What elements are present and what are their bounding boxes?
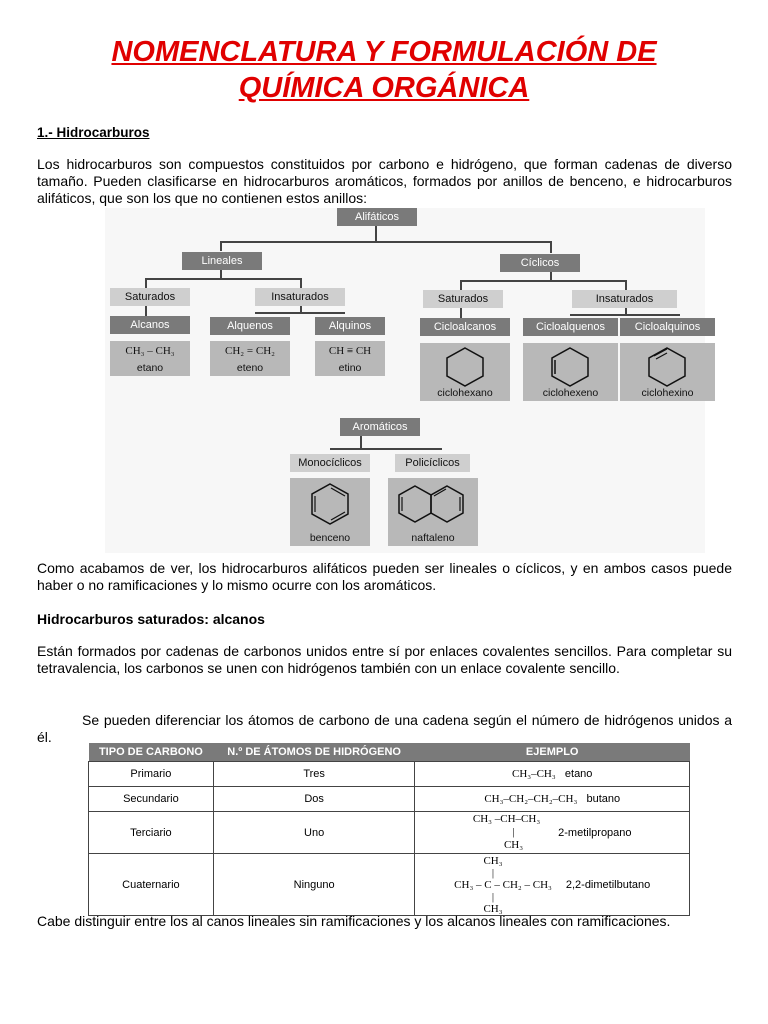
compound-name: etano xyxy=(564,768,593,780)
pic-ciclohexino: ciclohexino xyxy=(620,343,715,401)
box-cicloalquenos: Cicloalquenos xyxy=(523,318,618,336)
paragraph-ramificaciones: Cabe distinguir entre los al canos lineales sin ramificaciones y los alcanos lineales con ramificaciones. xyxy=(37,913,671,929)
compound-name: butano xyxy=(586,793,621,805)
paragraph-lineales-ciclicos: Como acabamos de ver, los hidrocarburos alifáticos pueden ser lineales o cíclicos, y en ambos casos puede haber o no ramificaciones y lo mismo ocurre con los aromáticos. xyxy=(37,560,732,593)
table-row xyxy=(89,812,690,854)
table-cell-ejemplo xyxy=(415,762,690,787)
table-cell-num: Uno xyxy=(213,812,415,854)
table-header: N.º DE ÁTOMOS DE HIDRÓGENO xyxy=(213,743,415,762)
table-cell-num: Dos xyxy=(213,787,415,812)
formula-top: CH₃ xyxy=(483,854,503,867)
hexagon-icon xyxy=(420,343,510,389)
box-alifaticos: Alifáticos xyxy=(337,208,417,226)
box-insaturados-ciclicos: Insaturados xyxy=(572,290,677,308)
table-row xyxy=(89,762,690,787)
table-header-row xyxy=(89,743,690,762)
box-cicloalcanos: Cicloalcanos xyxy=(420,318,510,336)
table-row xyxy=(89,787,690,812)
pic-etino: CH ≡ CH etino xyxy=(315,341,385,376)
box-saturados-lineales: Saturados xyxy=(110,288,190,306)
benzene-icon xyxy=(290,478,370,530)
box-alquenos: Alquenos xyxy=(210,317,290,335)
table-cell-tipo: Primario xyxy=(89,762,214,787)
classification-diagram xyxy=(105,208,705,553)
formula: CH₃–CH₃ xyxy=(511,768,556,780)
formula: CH₃ –CH–CH₃ xyxy=(472,813,541,825)
section-heading-hidrocarburos: 1.- Hidrocarburos xyxy=(37,125,150,140)
pic-naftaleno: naftaleno xyxy=(388,478,478,546)
compound-name: 2-metilpropano xyxy=(558,826,632,839)
pic-benceno: benceno xyxy=(290,478,370,546)
box-lineales: Lineales xyxy=(182,252,262,270)
title-line-1: NOMENCLATURA Y FORMULACIÓN DE xyxy=(111,36,657,68)
table-cell-num: Tres xyxy=(213,762,415,787)
table-header: EJEMPLO xyxy=(415,743,690,762)
table-cell-ejemplo xyxy=(415,787,690,812)
table-cell-tipo: Secundario xyxy=(89,787,214,812)
box-aromaticos: Aromáticos xyxy=(340,418,420,436)
table-cell-tipo: Cuaternario xyxy=(89,854,214,916)
box-alcanos: Alcanos xyxy=(110,316,190,334)
intro-paragraph: Los hidrocarburos son compuestos constituidos por carbono e hidrógeno, que forman cadenas de diverso tamaño. Pueden clasificarse en hidrocarburos aromáticos, formados por anillos de benceno, e hidrocarburos alifáticos, que son los que no contienen estos anillos: xyxy=(37,156,732,206)
box-alquinos: Alquinos xyxy=(315,317,385,335)
naphthalene-icon xyxy=(388,478,478,530)
box-insaturados-lineales: Insaturados xyxy=(255,288,345,306)
box-saturados-ciclicos: Saturados xyxy=(423,290,503,308)
table-cell-ejemplo: CH₃ | CH₃ – C – CH₂ – CH₃ | CH₃ 2,2-dimetilbutano xyxy=(415,854,690,916)
box-monociclicos: Monocíclicos xyxy=(290,454,370,472)
table-row xyxy=(89,854,690,916)
pic-ciclohexano: ciclohexano xyxy=(420,343,510,401)
page-title xyxy=(0,34,768,106)
pic-eteno: CH₂ = CH₂ eteno xyxy=(210,341,290,376)
table-cell-tipo: Terciario xyxy=(89,812,214,854)
formula: CH₃–CH₂–CH₂–CH₃ xyxy=(484,793,578,805)
box-policiclicos: Policíclicos xyxy=(395,454,470,472)
title-line-2: QUÍMICA ORGÁNICA xyxy=(238,72,530,104)
table-cell-ejemplo: CH₃ –CH–CH₃ | CH₃ 2-metilpropano xyxy=(415,812,690,854)
pic-etano: CH₃ – CH₃ etano xyxy=(110,341,190,376)
carbon-type-table xyxy=(88,743,690,916)
box-ciclicos: Cíclicos xyxy=(500,254,580,272)
compound-name: 2,2-dimetilbutano xyxy=(565,878,651,891)
section-heading-alcanos: Hidrocarburos saturados: alcanos xyxy=(37,611,265,627)
cyclohexyne-icon xyxy=(620,343,715,389)
formula: CH₃ – C – CH₂ – CH₃ xyxy=(454,878,552,891)
table-header: TIPO DE CARBONO xyxy=(89,743,214,762)
cyclohexene-icon xyxy=(523,343,618,389)
box-cicloalquinos: Cicloalquinos xyxy=(620,318,715,336)
formula-branch: CH₃ xyxy=(483,902,503,915)
paragraph-alcanos: Están formados por cadenas de carbonos unidos entre sí por enlaces covalentes sencillos. Para completar su tetravalencia, los carbonos se unen con hidrógenos también con un enlace covalente sencillo. xyxy=(37,643,732,676)
table-cell-num: Ninguno xyxy=(213,854,415,916)
paragraph-tipos-carbono: Se pueden diferenciar los átomos de carbono de una cadena según el número de hidrógenos unidos a él. xyxy=(37,712,732,745)
pic-ciclohexeno: ciclohexeno xyxy=(523,343,618,401)
formula-branch: CH₃ xyxy=(503,839,524,851)
